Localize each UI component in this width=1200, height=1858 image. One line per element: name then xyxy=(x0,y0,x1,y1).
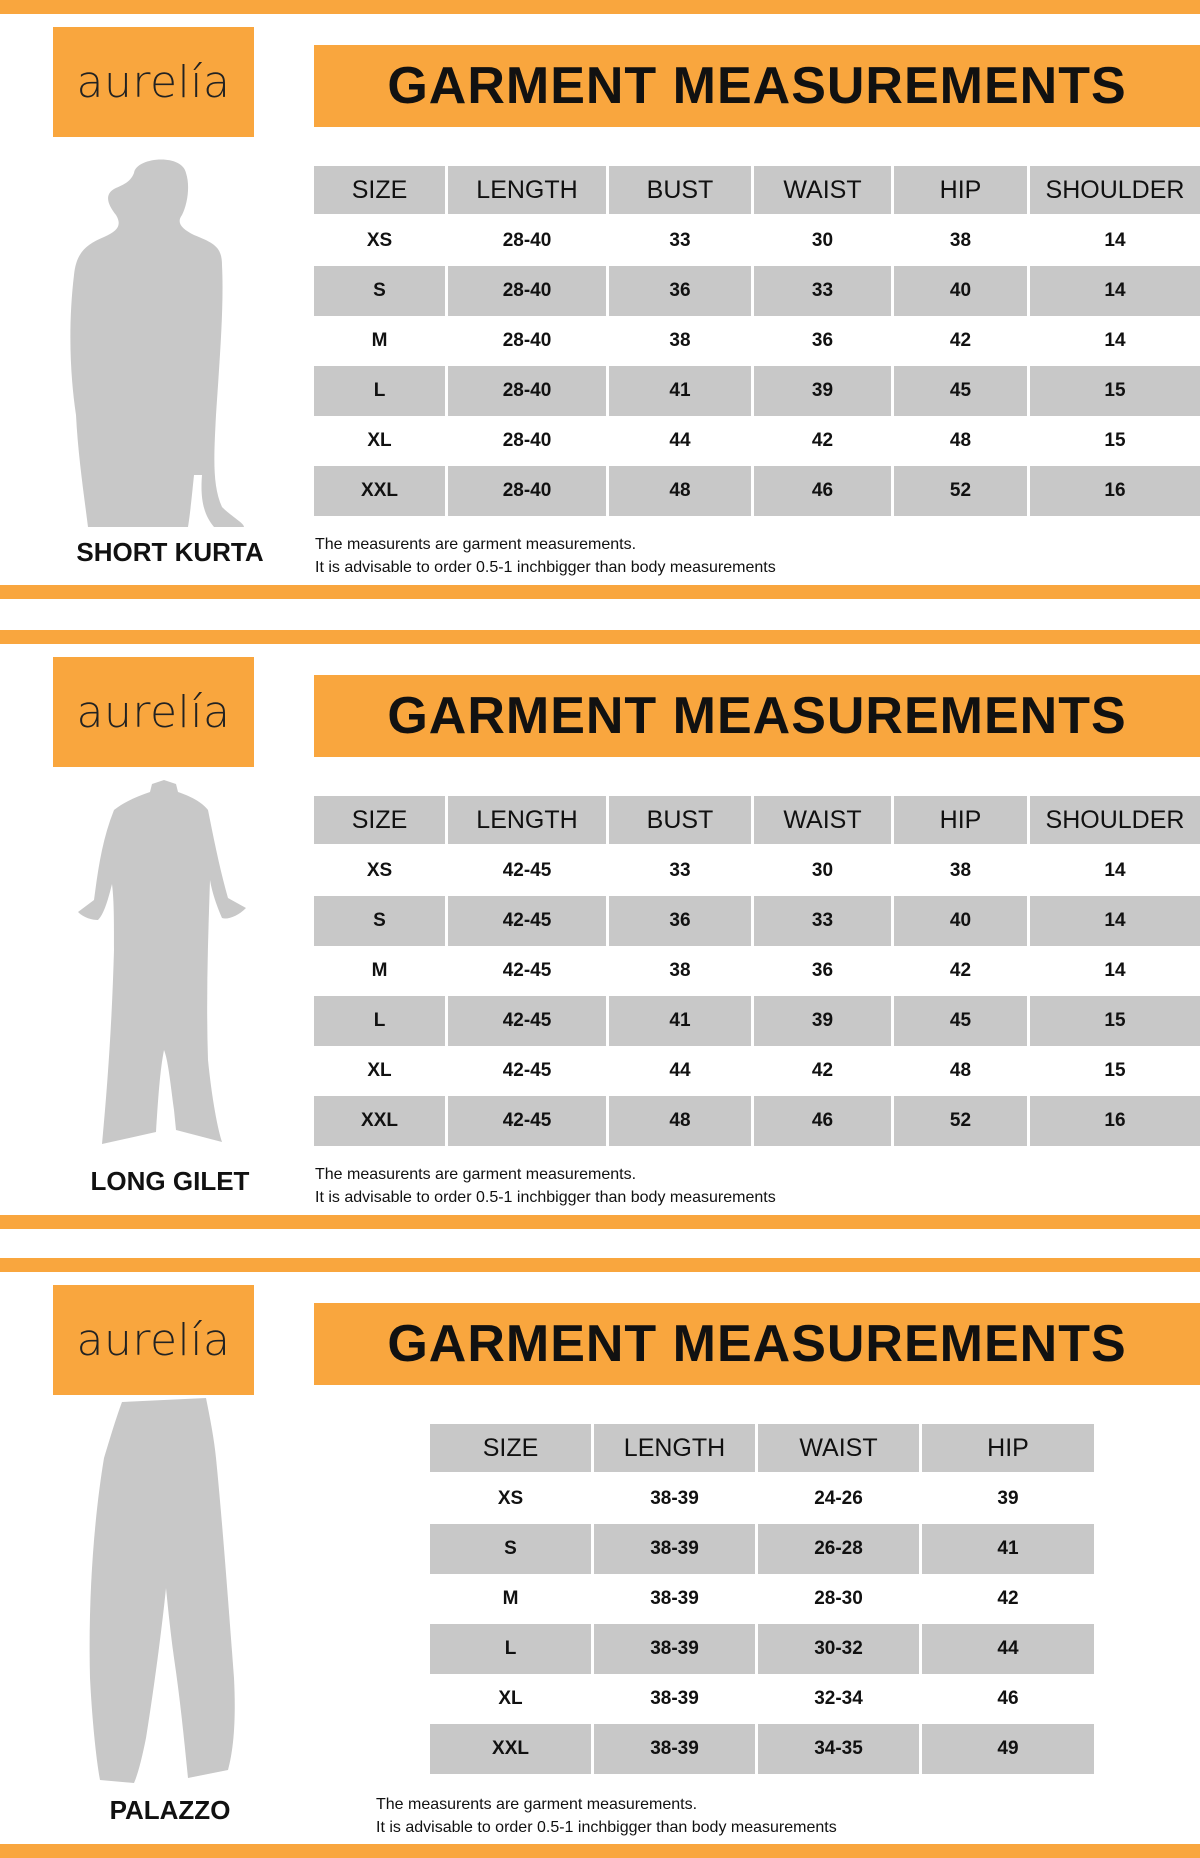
table-cell: 28-40 xyxy=(448,466,606,516)
table-cell: 42-45 xyxy=(448,996,606,1046)
brand-logo: aurelía xyxy=(53,1285,254,1395)
short-kurta-silhouette-icon xyxy=(64,155,284,527)
note-line: It is advisable to order 0.5-1 inchbigger than body measurements xyxy=(315,1189,776,1206)
table-cell: 14 xyxy=(1104,960,1126,981)
table-cell: 42 xyxy=(949,960,972,981)
table-cell: 14 xyxy=(1104,330,1126,351)
column-header: WAIST xyxy=(754,796,891,846)
table-cell: 15 xyxy=(1104,430,1126,451)
table-cell: 38 xyxy=(669,330,691,351)
table-row xyxy=(430,1474,1094,1524)
table-cell: 39 xyxy=(754,366,891,416)
column-header: SIZE xyxy=(314,166,445,216)
orange-divider-bar xyxy=(0,0,1200,14)
column-header: BUST xyxy=(609,796,751,846)
table-cell: 28-40 xyxy=(502,430,552,451)
table-cell: 14 xyxy=(1030,896,1200,946)
table-cell: 38-39 xyxy=(594,1724,755,1774)
table-cell: 46 xyxy=(754,1096,891,1146)
table-cell: 38 xyxy=(949,230,972,251)
table-row xyxy=(314,996,1200,1046)
table-cell: 15 xyxy=(1104,1060,1126,1081)
table-cell: 15 xyxy=(1030,996,1200,1046)
brand-logo: aurelía xyxy=(53,27,254,137)
table-cell: 52 xyxy=(894,1096,1027,1146)
table-cell: 30-32 xyxy=(758,1624,919,1674)
note-line: It is advisable to order 0.5-1 inchbigger than body measurements xyxy=(315,559,776,576)
table-cell: 33 xyxy=(754,266,891,316)
table-row xyxy=(430,1624,1094,1674)
table-cell: 34-35 xyxy=(758,1724,919,1774)
table-cell: 28-30 xyxy=(814,1588,863,1609)
table-cell: 42-45 xyxy=(502,1060,552,1081)
table-cell: 14 xyxy=(1104,230,1126,251)
table-cell: 42-45 xyxy=(448,1096,606,1146)
table-cell: 44 xyxy=(922,1624,1094,1674)
table-row xyxy=(314,466,1200,516)
orange-divider-bar xyxy=(0,630,1200,644)
column-header: BUST xyxy=(609,166,751,216)
table-row xyxy=(430,1724,1094,1774)
table-row xyxy=(430,1524,1094,1574)
table-cell: 38-39 xyxy=(594,1524,755,1574)
table-cell: 38-39 xyxy=(650,1588,699,1609)
table-cell: 14 xyxy=(1104,860,1126,881)
table-cell: 41 xyxy=(609,996,751,1046)
table-cell: M xyxy=(502,1588,519,1609)
table-row xyxy=(430,1574,1094,1624)
table-row xyxy=(314,216,1200,266)
table-cell: 42 xyxy=(811,430,834,451)
table-cell: XS xyxy=(497,1488,524,1509)
table-row xyxy=(314,416,1200,466)
column-header: HIP xyxy=(894,796,1027,846)
table-cell: 44 xyxy=(669,1060,691,1081)
table-cell: 28-40 xyxy=(502,230,552,251)
table-cell: 42 xyxy=(997,1588,1019,1609)
table-cell: 40 xyxy=(894,896,1027,946)
table-cell: 36 xyxy=(811,330,834,351)
table-row xyxy=(314,366,1200,416)
table-cell: 39 xyxy=(754,996,891,1046)
table-cell: 16 xyxy=(1030,1096,1200,1146)
table-cell: S xyxy=(430,1524,591,1574)
table-cell: 26-28 xyxy=(758,1524,919,1574)
table-cell: 32-34 xyxy=(814,1688,863,1709)
orange-divider-bar xyxy=(0,585,1200,599)
orange-divider-bar xyxy=(0,1215,1200,1229)
table-cell: 45 xyxy=(894,366,1027,416)
table-cell: XL xyxy=(498,1688,523,1709)
table-row xyxy=(314,266,1200,316)
table-cell: 30 xyxy=(811,860,834,881)
table-cell: 41 xyxy=(922,1524,1094,1574)
table-cell: S xyxy=(314,266,445,316)
table-cell: XXL xyxy=(430,1724,591,1774)
table-cell: XS xyxy=(366,230,393,251)
table-cell: 30 xyxy=(811,230,834,251)
table-row xyxy=(314,1046,1200,1096)
table-row xyxy=(314,1096,1200,1146)
column-header: WAIST xyxy=(754,166,891,216)
table-cell: 15 xyxy=(1030,366,1200,416)
table-cell: 33 xyxy=(669,860,691,881)
table-cell: 44 xyxy=(669,430,691,451)
table-cell: 14 xyxy=(1030,266,1200,316)
table-cell: 48 xyxy=(949,430,972,451)
table-cell: 16 xyxy=(1030,466,1200,516)
table-cell: 33 xyxy=(669,230,691,251)
brand-logo: aurelía xyxy=(53,657,254,767)
column-header: HIP xyxy=(922,1424,1094,1474)
column-header: HIP xyxy=(894,166,1027,216)
table-cell: XS xyxy=(366,860,393,881)
column-header: LENGTH xyxy=(594,1424,755,1474)
note-line: The measurents are garment measurements. xyxy=(315,536,637,553)
table-cell: 38-39 xyxy=(650,1688,699,1709)
garment-name: PALAZZO xyxy=(109,1795,231,1825)
note-line: The measurents are garment measurements. xyxy=(376,1796,698,1813)
section-title: GARMENT MEASUREMENTS xyxy=(314,1303,1200,1385)
garment-name: SHORT KURTA xyxy=(76,537,264,567)
note-line: The measurents are garment measurements. xyxy=(315,1166,637,1183)
size-table xyxy=(311,166,1200,516)
table-cell: 45 xyxy=(894,996,1027,1046)
table-row xyxy=(314,946,1200,996)
table-cell: 28-40 xyxy=(448,266,606,316)
table-cell: 38 xyxy=(949,860,972,881)
table-cell: XXL xyxy=(314,1096,445,1146)
column-header: SHOULDER xyxy=(1030,796,1200,846)
table-cell: 28-40 xyxy=(502,330,552,351)
garment-name: LONG GILET xyxy=(90,1166,250,1196)
table-cell: 36 xyxy=(811,960,834,981)
table-cell: 46 xyxy=(997,1688,1019,1709)
table-cell: M xyxy=(371,960,388,981)
table-cell: 36 xyxy=(609,266,751,316)
table-cell: 48 xyxy=(609,466,751,516)
table-cell: XL xyxy=(367,1060,392,1081)
table-cell: 38 xyxy=(669,960,691,981)
table-cell: XXL xyxy=(314,466,445,516)
measurement-note xyxy=(315,533,776,579)
table-cell: 42 xyxy=(949,330,972,351)
table-cell: 42-45 xyxy=(448,896,606,946)
column-header: SIZE xyxy=(430,1424,591,1474)
column-header: LENGTH xyxy=(448,166,606,216)
table-cell: 46 xyxy=(754,466,891,516)
table-cell: 28-40 xyxy=(448,366,606,416)
section-title: GARMENT MEASUREMENTS xyxy=(314,45,1200,127)
column-header: SHOULDER xyxy=(1030,166,1200,216)
column-header: SIZE xyxy=(314,796,445,846)
table-cell: 42-45 xyxy=(502,860,552,881)
palazzo-silhouette-icon xyxy=(88,1398,238,1783)
table-cell: 33 xyxy=(754,896,891,946)
orange-divider-bar xyxy=(0,1258,1200,1272)
table-cell: XL xyxy=(367,430,392,451)
table-cell: 42-45 xyxy=(502,960,552,981)
table-cell: 38-39 xyxy=(650,1488,699,1509)
table-row xyxy=(314,896,1200,946)
table-cell: 48 xyxy=(609,1096,751,1146)
table-cell: L xyxy=(314,366,445,416)
table-cell: 38-39 xyxy=(594,1624,755,1674)
table-cell: 41 xyxy=(609,366,751,416)
table-cell: M xyxy=(371,330,388,351)
table-row xyxy=(430,1674,1094,1724)
section-title: GARMENT MEASUREMENTS xyxy=(314,675,1200,757)
table-cell: 49 xyxy=(922,1724,1094,1774)
measurement-note xyxy=(315,1163,776,1209)
column-header: WAIST xyxy=(758,1424,919,1474)
table-cell: 36 xyxy=(609,896,751,946)
table-cell: 40 xyxy=(894,266,1027,316)
table-cell: S xyxy=(314,896,445,946)
table-cell: 24-26 xyxy=(814,1488,863,1509)
table-cell: L xyxy=(430,1624,591,1674)
table-cell: L xyxy=(314,996,445,1046)
measurement-note xyxy=(376,1793,837,1839)
size-table xyxy=(311,796,1200,1146)
table-cell: 48 xyxy=(949,1060,972,1081)
table-row xyxy=(314,846,1200,896)
note-line: It is advisable to order 0.5-1 inchbigger than body measurements xyxy=(376,1819,837,1836)
size-table xyxy=(427,1424,1097,1774)
column-header: LENGTH xyxy=(448,796,606,846)
long-gilet-silhouette-icon xyxy=(78,780,250,1144)
table-cell: 39 xyxy=(997,1488,1019,1509)
orange-divider-bar xyxy=(0,1844,1200,1858)
table-row xyxy=(314,316,1200,366)
table-cell: 52 xyxy=(894,466,1027,516)
table-cell: 42 xyxy=(811,1060,834,1081)
